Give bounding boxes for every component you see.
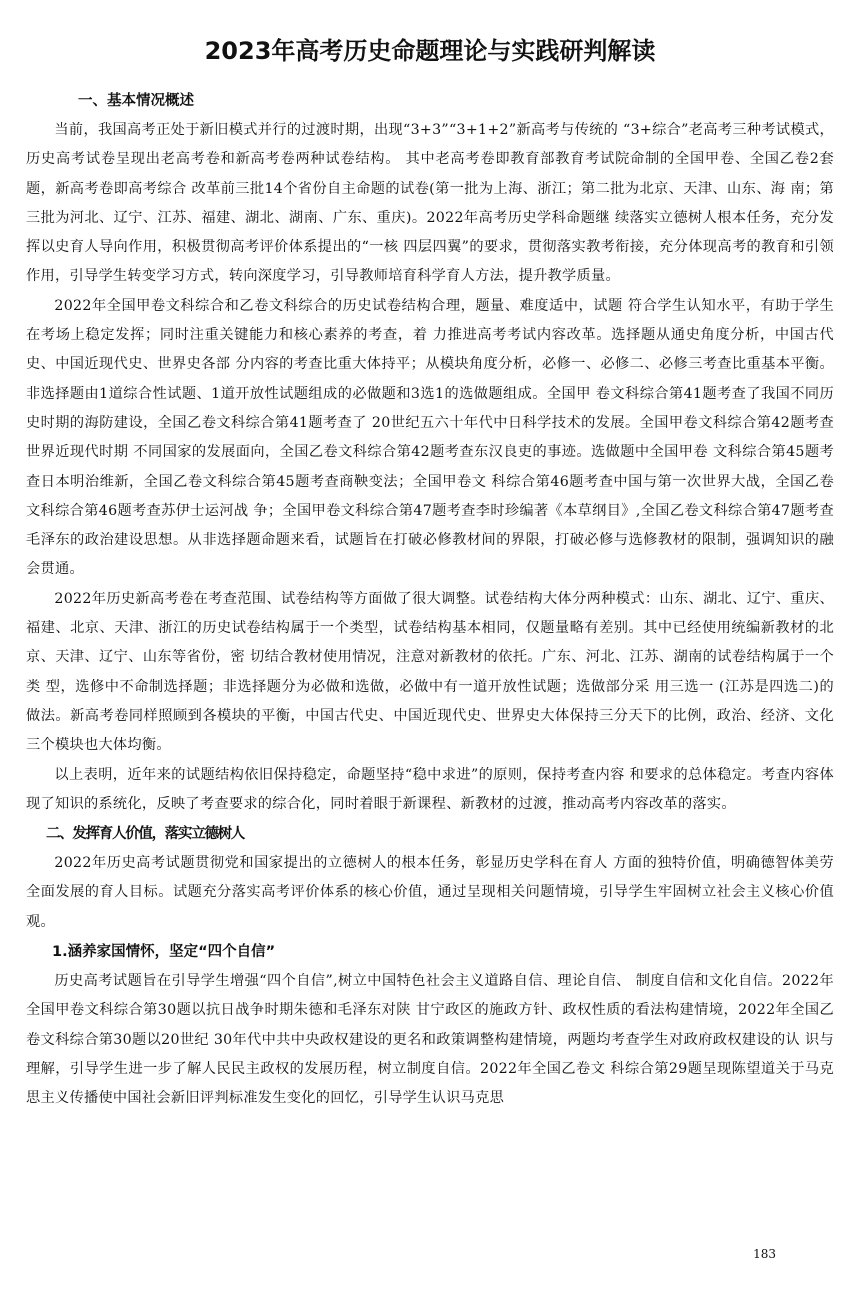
paragraph-5: 2022年历史高考试题贯彻党和国家提出的立德树人的根本任务，彰显历史学科在育人 方面的独特价值，明确德智体美劳全面发展的育人目标。试题充分落实高考评价体系的核心价值，通过呈现相关问题情境，引导学生牢固树立社会主义核心价值观。 xyxy=(26,855,834,930)
paragraph-6: 历史高考试题旨在引导学生增强“四个自信”,树立中国特色社会主义道路自信、理论自信、 制度自信和文化自信。2022年全国甲卷文科综合第30题以抗日战争时期朱德和毛泽东对陕 甘宁政区的施政方针、政权性质的看法构建情境，2022年全国乙卷文科综合第30题以20世纪 30年代中共中央政权建设的更名和政策调整构建情境，两题均考查学生对政府政权建设的认 识与理解，引导学生进一步了解人民民主政权的发展历程，树立制度自信。2022年全国乙卷文 科综合第29题呈现陈望道关于马克思主义传播使中国社会新旧评判标准发生变化的回忆，引导学生认识马克思 xyxy=(26,973,834,1107)
document-body xyxy=(26,86,834,1114)
paragraph-1: 当前，我国高考正处于新旧模式并行的过渡时期，出现“3+3”“3+1+2”新高考与传统的 “3+综合”老高考三种考试模式，历史高考试卷呈现出老高考卷和新高考卷两种试卷结构。 其中老高考卷即教育部教育考试院命制的全国甲卷、全国乙卷2套题，新高考卷即高考综合 改革前三批14个省份自主命题的试卷(第一批为上海、浙江；第二批为北京、天津、山东、海 南；第三批为河北、辽宁、江苏、福建、湖北、湖南、广东、重庆)。2022年高考历史学科命题继 续落实立德树人根本任务，充分发挥以史育人导向作用，积极贯彻高考评价体系提出的“一核 四层四翼”的要求，贯彻落实教考衔接，充分体现高考的教育和引领作用，引导学生转变学习方式，转向深度学习，引导教师培育科学育人方法，提升教学质量。 xyxy=(26,122,834,285)
paragraph-2: 2022年全国甲卷文科综合和乙卷文科综合的历史试卷结构合理，题量、难度适中，试题 符合学生认知水平，有助于学生在考场上稳定发挥；同时注重关键能力和核心素养的考查，着 力推进高考考试内容改革。选择题从通史角度分析，中国古代史、中国近现代史、世界史各部 分内容的考查比重大体持平；从模块角度分析，必修一、必修二、必修三考查比重基本平衡。 非选择题由1道综合性试题、1道开放性试题组成的必做题和3选1的选做题组成。全国甲 卷文科综合第41题考查了我国不同历史时期的海防建设，全国乙卷文科综合第41题考查了 20世纪五六十年代中日科学技术的发展。全国甲卷文科综合第42题考查世界近现代时期 不同国家的发展面向，全国乙卷文科综合第42题考查东汉良吏的事迹。选做题中全国甲卷 文科综合第45题考查日本明治维新，全国乙卷文科综合第45题考查商鞅变法；全国甲卷文 科综合第46题考查中国与第一次世界大战，全国乙卷文科综合第46题考查苏伊士运河战 争；全国甲卷文科综合第47题考查李时珍编著《本草纲目》,全国乙卷文科综合第47题考查 毛泽东的政治建设思想。从非选择题命题来看，试题旨在打破必修教材间的界限，打破必修与选修教材的限制，强调知识的融会贯通。 xyxy=(26,297,834,578)
paragraph-3: 2022年历史新高考卷在考查范围、试卷结构等方面做了很大调整。试卷结构大体分两种模式：山东、湖北、辽宁、重庆、福建、北京、天津、浙江的历史试卷结构属于一个类型，试卷结构基本相同，仅题量略有差别。其中已经使用统编新教材的北京、天津、辽宁、山东等省份，密 切结合教材使用情况，注意对新教材的依托。广东、河北、江苏、湖南的试卷结构属于一个类 型，选修中不命制选择题；非选择题分为必做和选做，必做中有一道开放性试题；选做部分采 用三选一 (江苏是四选二)的做法。新高考卷同样照顾到各模块的平衡，中国古代史、中国近现代史、世界史大体保持三分天下的比例，政治、经济、文化三个模块也大体均衡。 xyxy=(26,590,834,754)
paragraph-4: 以上表明，近年来的试题结构依旧保持稳定，命题坚持“稳中求进”的原则，保持考查内容 和要求的总体稳定。考查内容体现了知识的系统化，反映了考查要求的综合化，同时着眼于新课程、新教材的过渡，推动高考内容改革的落实。 xyxy=(26,766,834,812)
document-title: 2023年高考历史命题理论与实践研判解读 xyxy=(204,37,656,65)
section-heading-education-value: 二、发挥育人价值，落实立德树人 xyxy=(46,826,244,843)
section-heading-basic-overview: 一、基本情况概述 xyxy=(78,93,194,109)
page-number: 183 xyxy=(753,1247,776,1261)
subsection-heading-four-confidences: 1.涵养家国情怀，坚定“四个自信” xyxy=(52,944,276,961)
